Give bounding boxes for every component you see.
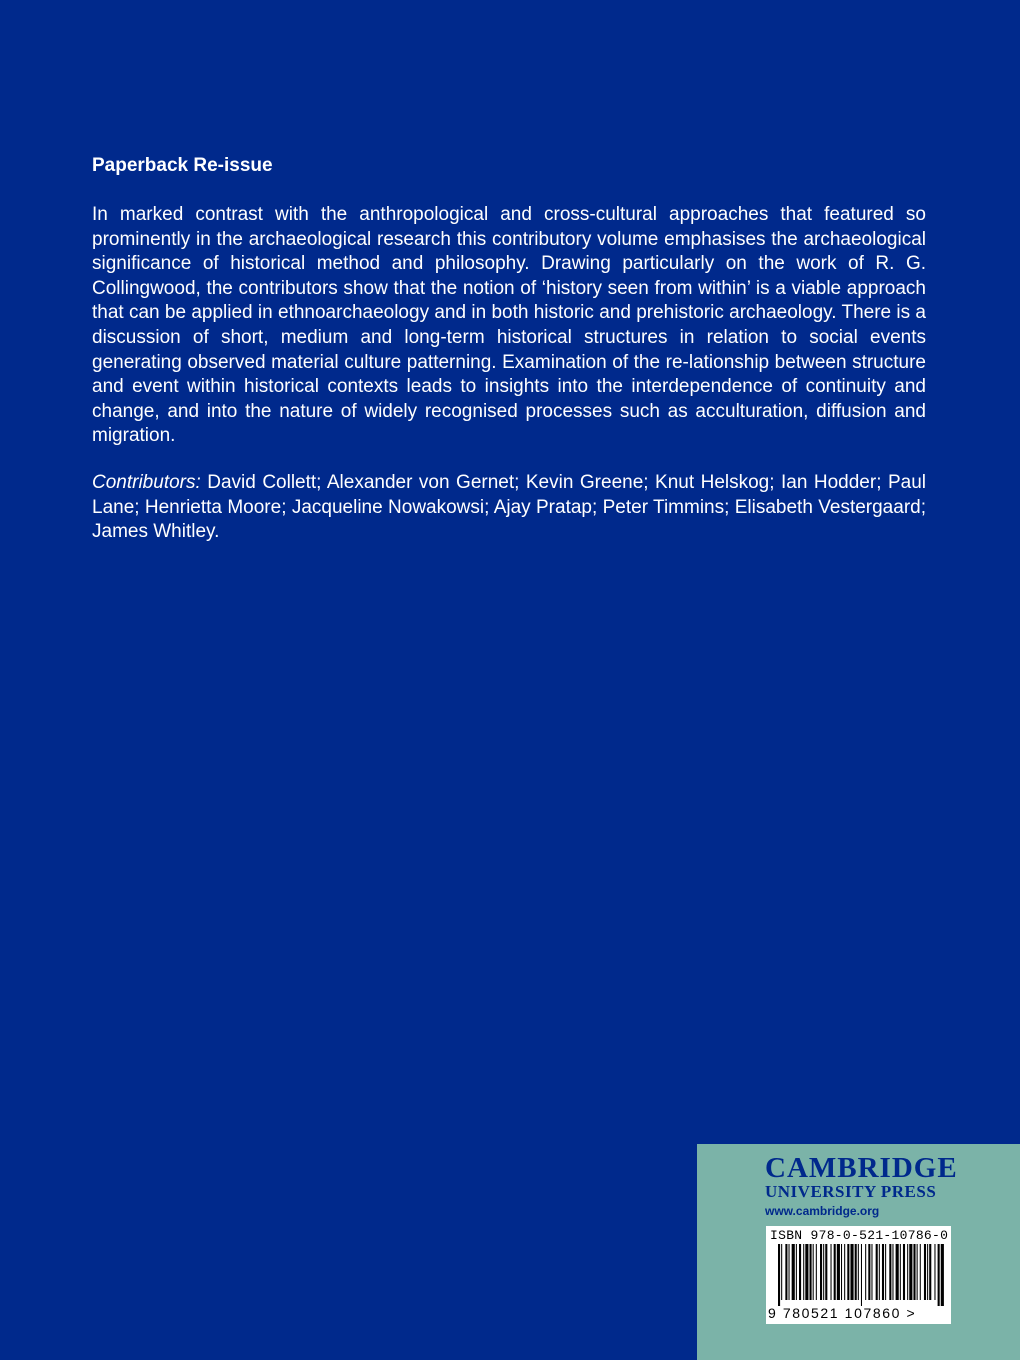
publisher-name: CAMBRIDGE — [765, 1152, 958, 1184]
contributors-names: David Collett; Alexander von Gernet; Kevin Greene; Knut Helskog; Ian Hodder; Paul Lane; Henrietta Moore; Jacqueline Nowakowsi; Ajay Pratap; Peter Timmins; Elisabeth Vestergaard; James Whitley. — [92, 471, 926, 543]
back-cover-text — [92, 152, 926, 545]
barcode-digits: 9 780521 107860 > — [768, 1305, 917, 1321]
publisher-panel — [697, 1144, 1020, 1360]
publisher-logo — [765, 1153, 958, 1219]
contributors-paragraph — [92, 471, 926, 545]
reissue-heading: Paperback Re-issue — [92, 155, 273, 176]
blurb-paragraph: In marked contrast with the anthropological and cross-cultural approaches that featured so prominently in the archaeological research this contributory volume emphasises the archaeological significance of historical method and philosophy. Drawing particularly on the work of R. G. Collingwood, the contributors show that the notion of ‘history seen from within’ is a viable approach that can be applied in ethnoarchaeology and in both historic and prehistoric archaeology. There is a discussion of short, medium and long-term historical structures in relation to social events generating observed material culture patterning. Examination of the re-lationship between structure and event within historical contexts leads to insights into the interdependence of continuity and change, and into the nature of widely recognised processes such as acculturation, diffusion and migration. — [92, 204, 926, 447]
isbn-label: ISBN 978-0-521-10786-0 — [770, 1228, 949, 1243]
contributors-label: Contributors: — [92, 471, 201, 493]
publisher-url: www.cambridge.org — [765, 1204, 880, 1218]
publisher-subtitle: UNIVERSITY PRESS — [765, 1182, 937, 1201]
barcode-box — [766, 1226, 951, 1324]
barcode-icon — [766, 1244, 951, 1306]
